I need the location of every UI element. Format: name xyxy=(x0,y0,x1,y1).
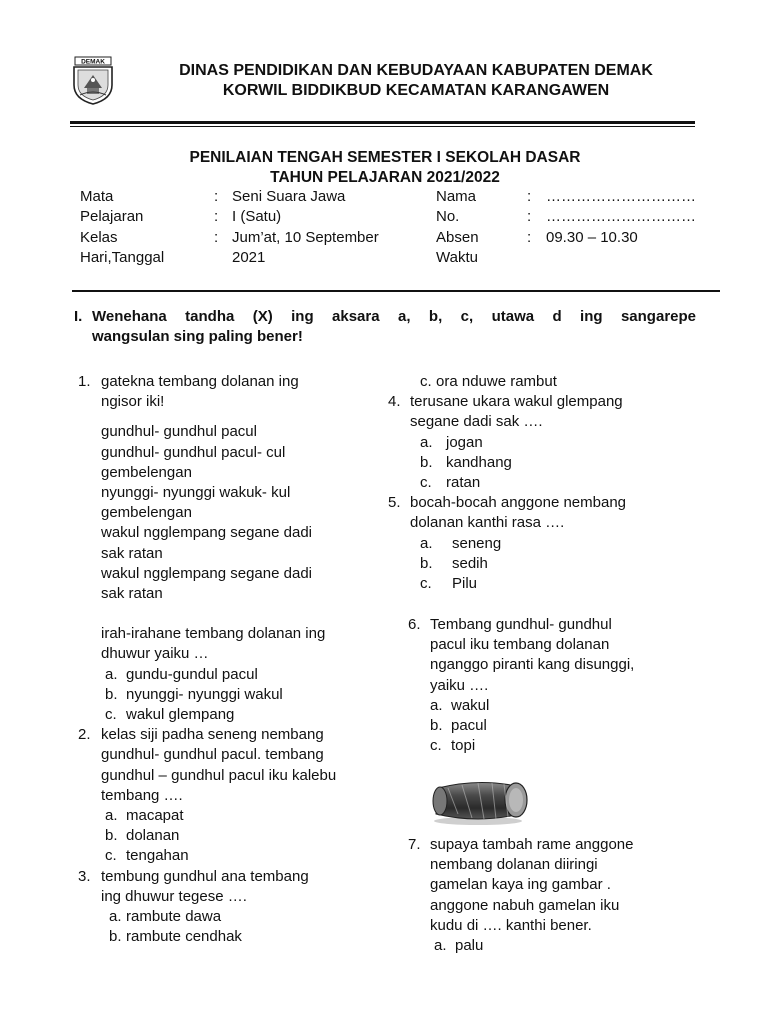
answer-option xyxy=(101,927,388,947)
option-text: Pilu xyxy=(452,575,478,593)
question-text: supaya tambah rame anggone xyxy=(430,836,634,853)
question-number: 5. xyxy=(388,494,401,512)
answer-option xyxy=(430,736,718,756)
left-column xyxy=(78,372,388,947)
answer-option xyxy=(410,534,718,554)
option-letter: a. xyxy=(430,696,443,714)
question-text: anggone nabuh gamelan iku xyxy=(430,896,620,914)
question-text: gatekna tembang dolanan ing xyxy=(101,373,299,390)
question-text: irah-irahane tembang dolanan ing xyxy=(101,625,326,643)
info-left-values xyxy=(232,187,379,268)
right-column xyxy=(388,372,718,594)
option-text: wakul glempang xyxy=(126,706,235,724)
question-number: 3. xyxy=(78,867,91,885)
info-left-colons xyxy=(214,187,218,248)
answer-option xyxy=(101,685,388,705)
question-text: tembung gundhul ana tembang xyxy=(101,867,309,885)
option-letter: b. xyxy=(420,554,433,572)
info-label-waktu: Waktu xyxy=(436,248,478,266)
option-letter: b. xyxy=(109,928,122,946)
question-number: 6. xyxy=(408,616,421,633)
answer-option xyxy=(410,453,718,473)
lyric-line: wakul ngglempang segane dadi xyxy=(101,564,312,582)
info-colon: : xyxy=(527,188,532,205)
lyric-line: wakul ngglempang segane dadi xyxy=(101,524,312,542)
header-district-line: KORWIL BIDDIKBUD KECAMATAN KARANGAWEN xyxy=(222,82,610,99)
question-text: kudu di …. kanthi bener. xyxy=(430,916,592,934)
info-colon: : xyxy=(527,228,532,246)
lyric-line: nyunggi- nyunggi wakuk- kul xyxy=(101,484,291,502)
instruction xyxy=(74,307,696,346)
option-letter: c. xyxy=(105,706,117,724)
answer-option xyxy=(430,716,718,736)
option-text: jogan xyxy=(446,433,483,451)
question-6 xyxy=(408,615,718,756)
option-letter: c. xyxy=(420,373,432,390)
question-text: kelas siji padha seneng nembang xyxy=(101,726,324,744)
header-divider-thin xyxy=(70,126,695,127)
option-text: ora nduwe rambut xyxy=(436,373,557,390)
header-agency-line: DINAS PENDIDIKAN DAN KEBUDAYAAN KABUPATEN DEMAK xyxy=(179,62,653,79)
option-text: palu xyxy=(455,937,484,955)
lyric-line: sak ratan xyxy=(101,544,163,562)
option-text: ratan xyxy=(446,474,481,492)
info-left-labels xyxy=(80,187,164,268)
info-label-mata: Mata xyxy=(80,188,114,205)
option-letter: b. xyxy=(105,685,118,703)
question-text: nembang dolanan diiringi xyxy=(430,856,598,874)
info-value-class: I (Satu) xyxy=(232,208,282,226)
info-divider xyxy=(72,290,720,292)
lyric-line: gembelengan xyxy=(101,504,192,522)
question-text: bocah-bocah anggone nembang xyxy=(410,494,627,512)
option-text: rambute dawa xyxy=(126,908,222,926)
question-text: ngisor iki! xyxy=(101,393,165,411)
info-label-no: No. xyxy=(436,208,460,226)
question-3 xyxy=(78,867,388,948)
answer-option xyxy=(101,665,388,685)
question-number: 4. xyxy=(388,393,401,411)
instruction-number: I. xyxy=(74,308,83,325)
info-label-absen: Absen xyxy=(436,228,479,246)
question-5 xyxy=(388,493,718,594)
option-letter: a. xyxy=(420,433,433,451)
option-letter: b. xyxy=(105,827,118,845)
question-text: Tembang gundhul- gundhul xyxy=(430,616,612,633)
instruction-line-2: wangsulan sing paling bener! xyxy=(92,327,303,345)
info-value-number-blank: ………………………… xyxy=(546,208,696,226)
question-text: yaiku …. xyxy=(430,676,489,694)
answer-option xyxy=(101,806,388,826)
option-letter: c. xyxy=(430,737,442,755)
question-2 xyxy=(78,725,388,866)
lyric-line: gembelengan xyxy=(101,463,192,481)
option-text: rambute cendhak xyxy=(126,928,242,946)
option-letter: a. xyxy=(434,937,447,955)
question-number: 2. xyxy=(78,726,91,744)
lyric-line: gundhul- gundhul pacul- cul xyxy=(101,443,286,461)
option-text: seneng xyxy=(452,534,502,552)
option-letter: b. xyxy=(420,453,433,471)
answer-option xyxy=(410,574,718,594)
info-colon: : xyxy=(214,228,219,246)
option-text: tengahan xyxy=(126,847,189,865)
exam-year: TAHUN PELAJARAN 2021/2022 xyxy=(270,169,500,186)
info-colon: : xyxy=(527,208,532,226)
info-label-nama: Nama xyxy=(436,188,477,205)
info-value-time: 09.30 – 10.30 xyxy=(546,228,638,246)
info-label-pelajaran: Pelajaran xyxy=(80,208,144,226)
kendang-drum-image xyxy=(428,774,528,826)
option-letter: a. xyxy=(109,908,122,926)
option-letter: b. xyxy=(430,717,443,735)
answer-option xyxy=(410,433,718,453)
question-1 xyxy=(78,372,388,725)
answer-option xyxy=(430,936,718,956)
option-text: macapat xyxy=(126,807,184,825)
answer-option xyxy=(410,473,718,493)
answer-option xyxy=(101,846,388,866)
question-4 xyxy=(388,392,718,493)
header-divider-thick xyxy=(70,121,695,124)
info-label-hari-tanggal: Hari,Tanggal xyxy=(80,248,165,266)
svg-text:DEMAK: DEMAK xyxy=(81,58,105,66)
info-colon: : xyxy=(214,188,219,205)
option-text: kandhang xyxy=(446,453,512,471)
option-letter: c. xyxy=(420,474,432,492)
instruction-line-1: Wenehana tandha (X) ing aksara a, b, c, utawa d ing sangarepe xyxy=(92,308,696,325)
answer-option xyxy=(101,907,388,927)
info-value-name-blank: ………………………… xyxy=(546,188,696,205)
info-value-subject: Seni Suara Jawa xyxy=(232,188,346,205)
option-letter: c. xyxy=(105,847,117,865)
question-text: tembang …. xyxy=(101,786,183,804)
answer-option xyxy=(388,372,718,392)
question-text: pacul iku tembang dolanan xyxy=(430,636,610,654)
question-text: gundhul – gundhul pacul iku kalebu xyxy=(101,766,337,784)
option-letter: c. xyxy=(420,575,432,593)
option-letter: a. xyxy=(105,807,118,825)
question-text: gundhul- gundhul pacul. tembang xyxy=(101,746,324,764)
option-text: gundu-gundul pacul xyxy=(126,665,258,683)
info-right-values xyxy=(546,187,696,248)
answer-option xyxy=(410,554,718,574)
option-text: nyunggi- nyunggi wakul xyxy=(126,685,283,703)
question-text: dhuwur yaiku … xyxy=(101,645,209,663)
question-text: segane dadi sak …. xyxy=(410,413,543,431)
answer-option xyxy=(101,826,388,846)
question-text: ing dhuwur tegese …. xyxy=(101,887,247,905)
option-letter: a. xyxy=(105,665,118,683)
info-colon: : xyxy=(214,208,219,226)
option-text: topi xyxy=(451,737,476,755)
option-letter: a. xyxy=(420,534,433,552)
question-number: 7. xyxy=(408,836,421,853)
exam-title: PENILAIAN TENGAH SEMESTER I SEKOLAH DASAR xyxy=(189,149,581,166)
option-text: wakul xyxy=(451,696,490,714)
info-value-date: Jum’at, 10 September xyxy=(232,228,379,246)
option-text: dolanan xyxy=(126,827,180,845)
info-right-colons xyxy=(527,187,531,248)
answer-option xyxy=(101,705,388,725)
info-right-labels xyxy=(436,187,479,268)
answer-option xyxy=(430,696,718,716)
option-text: sedih xyxy=(452,554,488,572)
info-value-year: 2021 xyxy=(232,248,266,266)
demak-seal-logo xyxy=(68,55,118,105)
question-text: nganggo piranti kang disunggi, xyxy=(430,656,635,674)
question-text: gamelan kaya ing gambar . xyxy=(430,876,611,894)
option-text: pacul xyxy=(451,717,487,735)
lyric-line: sak ratan xyxy=(101,585,163,603)
question-text: dolanan kanthi rasa …. xyxy=(410,514,565,532)
info-label-kelas: Kelas xyxy=(80,228,118,246)
question-7 xyxy=(408,835,718,956)
question-text: terusane ukara wakul glempang xyxy=(410,393,623,411)
question-number: 1. xyxy=(78,373,91,390)
lyric-line: gundhul- gundhul pacul xyxy=(101,423,257,441)
